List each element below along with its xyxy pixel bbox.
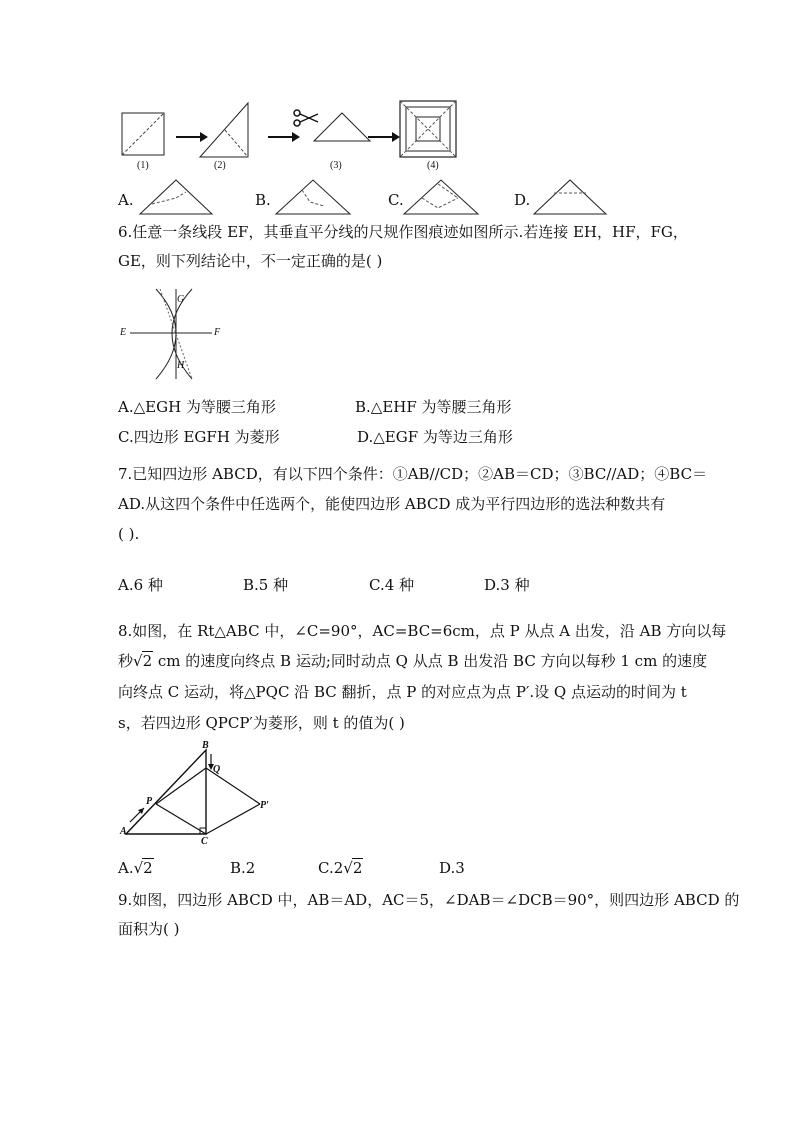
q7-stem-line3: ( ). <box>118 525 140 543</box>
sqrt-radical: √2 <box>343 859 363 877</box>
step4-unfolded-square <box>400 101 456 157</box>
q8-stem-line1: 8.如图，在 Rt△ABC 中，∠C=90°，AC=BC=6cm，点 P 从点 A 出发，沿 AB 方向以每 <box>118 622 727 640</box>
q6-label-h: H <box>177 360 185 371</box>
arrow-right-icon <box>268 132 300 142</box>
q5-option-d-label: D. <box>514 191 531 209</box>
q6-label-e: E <box>120 327 127 338</box>
q7-option-d: D.3 种 <box>484 576 530 594</box>
step-label-3: (3) <box>330 160 342 171</box>
q5-option-c-label: C. <box>388 191 404 209</box>
q7-stem-line1: 7.已知四边形 ABCD，有以下四个条件：①AB//CD；②AB＝CD；③BC//AD；④BC＝ <box>118 465 708 483</box>
q9-stem-line2: 面积为( ) <box>118 920 180 938</box>
q6-stem-line2: GE，则下列结论中，不一定正确的是( ) <box>118 252 383 270</box>
sqrt-radical: √2 <box>133 652 153 670</box>
q8-option-a-prefix: A. <box>118 859 134 877</box>
q8-label-p: P <box>146 796 153 807</box>
q7-stem-line2: AD.从这四个条件中任选两个，能使四边形 ABCD 成为平行四边形的选法种数共有 <box>118 495 666 513</box>
q6-stem-line1: 6.任意一条线段 EF，其垂直平分线的尺规作图痕迹如图所示.若连接 EH，HF，FG， <box>118 223 688 241</box>
q8-label-p-prime: P′ <box>260 800 269 811</box>
q7-option-a: A.6 种 <box>118 576 163 594</box>
q5-option-b-figure <box>274 176 352 218</box>
sqrt-radicand: 2 <box>352 859 363 877</box>
q8-stem-line2-suffix: cm 的速度向终点 B 运动;同时动点 Q 从点 B 出发沿 BC 方向以每秒 1 cm 的速度 <box>153 652 708 670</box>
sqrt-radicand: 2 <box>142 652 153 670</box>
q8-label-q: Q <box>213 764 221 775</box>
q8-label-c: C <box>201 836 208 847</box>
q6-option-c: C.四边形 EGFH 为菱形 <box>118 428 280 446</box>
q6-option-b: B.△EHF 为等腰三角形 <box>355 398 512 416</box>
step-label-2: (2) <box>214 160 226 171</box>
arrow-right-icon <box>368 132 400 142</box>
q5-option-b-label: B. <box>255 191 271 209</box>
q5-folding-steps-figure <box>110 95 470 175</box>
q8-option-c <box>318 858 363 878</box>
q8-option-d: D.3 <box>439 859 465 877</box>
q5-option-a-label: A. <box>118 191 134 209</box>
q8-option-a <box>118 858 154 878</box>
q6-label-f: F <box>214 327 221 338</box>
q8-option-c-prefix: C.2 <box>318 859 344 877</box>
q8-stem-line3: 向终点 C 运动，将△PQC 沿 BC 翻折，点 P 的对应点为点 P′.设 Q 点运动的时间为 t <box>118 683 687 701</box>
q8-option-b: B.2 <box>230 859 256 877</box>
q9-stem-line1: 9.如图，四边形 ABCD 中，AB＝AD，AC＝5，∠DAB＝∠DCB＝90°，则四边形 ABCD 的 <box>118 891 740 909</box>
q5-option-d-figure <box>532 176 608 218</box>
q7-option-b: B.5 种 <box>243 576 289 594</box>
q8-label-a: A <box>120 826 127 837</box>
q6-option-d: D.△EGF 为等边三角形 <box>357 428 513 446</box>
step2-triangle <box>200 103 248 157</box>
q6-option-a: A.△EGH 为等腰三角形 <box>118 398 276 416</box>
q8-stem-line4: s，若四边形 QPCP′为菱形，则 t 的值为( ) <box>118 714 405 732</box>
q5-option-c-figure <box>402 176 480 218</box>
step-label-1: (1) <box>137 160 149 171</box>
step1-square <box>122 113 164 155</box>
sqrt-radical: √2 <box>133 859 153 877</box>
q5-option-a-figure <box>138 176 214 218</box>
sqrt-radicand: 2 <box>143 859 153 877</box>
q7-option-c: C.4 种 <box>369 576 415 594</box>
arrow-right-icon <box>176 132 208 142</box>
q6-label-g: G <box>177 294 185 305</box>
scissors-icon <box>294 110 318 126</box>
q8-rhombus-fold-figure <box>116 742 278 850</box>
step3-triangle <box>314 113 370 141</box>
q8-stem-line2-prefix: 秒 <box>118 652 134 670</box>
step-label-4: (4) <box>427 160 439 171</box>
q8-stem-line2 <box>118 651 707 671</box>
q8-label-b: B <box>202 740 209 751</box>
